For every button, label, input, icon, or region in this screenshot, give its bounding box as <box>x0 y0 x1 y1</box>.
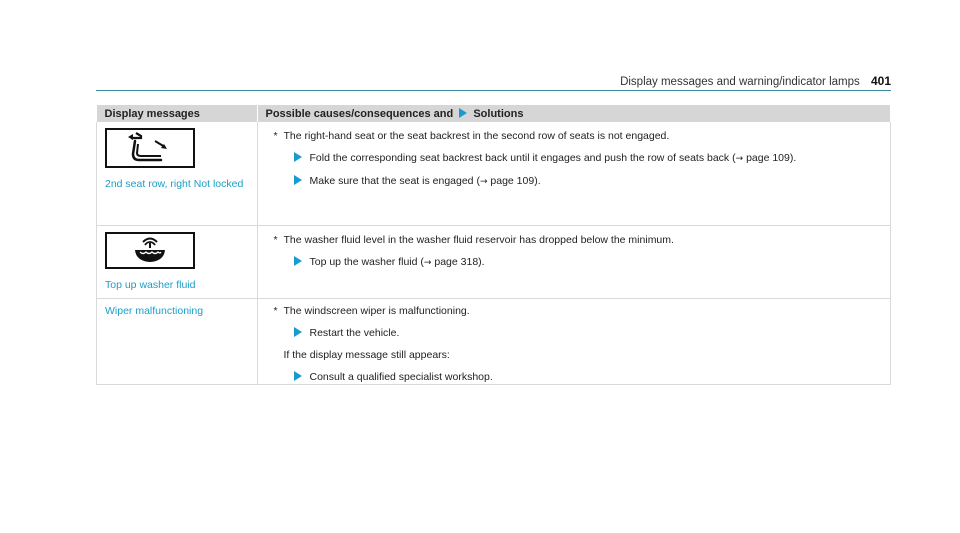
cause-text: * The right-hand seat or the seat backrest in the second row of seats is not engaged. <box>273 130 670 142</box>
message-text: Top up washer fluid <box>105 278 196 291</box>
page-reference-link[interactable]: page 109). <box>490 175 541 187</box>
column-header-causes: Possible causes/consequences and <box>265 107 454 120</box>
message-text: Wiper malfunctioning <box>105 304 204 317</box>
cause-text: * The windscreen wiper is malfunctioning. <box>273 304 470 317</box>
seat-backrest-icon <box>105 128 195 168</box>
display-messages-table <box>96 105 891 385</box>
reference-arrow-icon: → <box>423 257 432 268</box>
cause-text: * The washer fluid level in the washer fluid reservoir has dropped below the minimum. <box>273 233 674 246</box>
play-arrow-icon <box>294 152 302 162</box>
section-title: Display messages and warning/indicator lamps <box>620 76 860 88</box>
table-row <box>97 298 891 384</box>
solution-step: Fold the corresponding seat backrest back until it engages and push the row of seats back (→ page 109). <box>266 152 883 166</box>
reference-arrow-icon: → <box>735 154 744 164</box>
page-header <box>96 74 891 91</box>
message-text: 2nd seat row, right Not locked <box>105 178 244 190</box>
table-row <box>97 225 891 298</box>
table-row <box>97 122 891 225</box>
solution-step: Restart the vehicle. <box>266 327 883 340</box>
solution-step: Make sure that the seat is engaged (→ page 109). <box>266 175 883 189</box>
reference-arrow-icon: → <box>479 177 488 187</box>
table-header-row <box>97 105 891 122</box>
solution-step: Top up the washer fluid (→ page 318). <box>266 256 883 270</box>
play-arrow-icon <box>294 256 302 266</box>
solution-step: Consult a qualified specialist workshop. <box>266 371 883 384</box>
page-reference-link[interactable]: page 109). <box>746 152 797 164</box>
column-header-display-messages: Display messages <box>97 105 258 122</box>
note-text: If the display message still appears: <box>283 348 450 361</box>
play-arrow-icon <box>294 327 302 337</box>
play-arrow-icon <box>294 175 302 185</box>
washer-fluid-icon <box>105 232 195 269</box>
play-arrow-icon <box>459 108 467 118</box>
column-header-solutions: Solutions <box>473 107 524 120</box>
column-header-causes-solutions <box>257 105 891 122</box>
play-arrow-icon <box>294 371 302 381</box>
page-number: 401 <box>870 74 891 88</box>
page-reference-link[interactable]: page 318). <box>434 255 485 268</box>
